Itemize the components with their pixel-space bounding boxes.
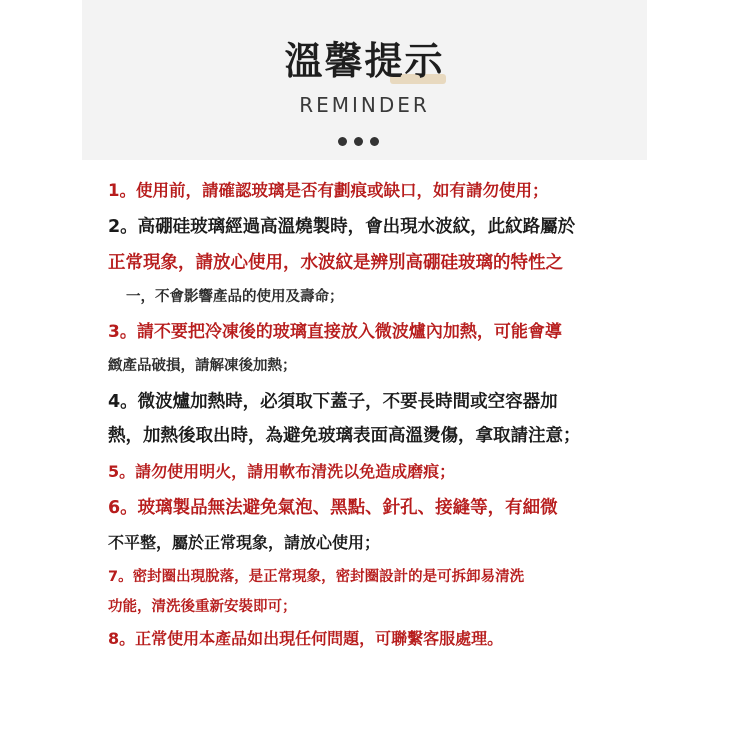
- reminder-line-4: 一，不會影響產品的使用及壽命；: [126, 289, 344, 305]
- decorative-dots: [338, 137, 379, 147]
- reminder-line-14: 8。正常使用本產品如出現任何問題，可聯繫客服處理。: [108, 629, 504, 648]
- reminder-line-6: 緻產品破損，請解凍後加熱；: [108, 358, 297, 374]
- reminder-line-1: 1。使用前，請確認玻璃是否有劃痕或缺口，如有請勿使用；: [108, 181, 549, 200]
- reminder-line-3: 正常現象，請放心使用，水波紋是辨別高硼硅玻璃的特性之: [108, 253, 563, 273]
- reminder-line-5: 3。請不要把冷凍後的玻璃直接放入微波爐內加熱，可能會導: [108, 322, 562, 342]
- reminder-line-8: 熱，加熱後取出時，為避免玻璃表面高溫燙傷，拿取請注意；: [108, 426, 581, 446]
- reminder-line-2: 2。高硼硅玻璃經過高溫燒製時，會出現水波紋，此紋路屬於: [108, 217, 576, 237]
- dot-icon: [338, 137, 347, 146]
- page-subtitle: REMINDER: [299, 93, 430, 117]
- reminder-line-12: 7。密封圈出現脫落，是正常現象，密封圈設計的是可拆卸易清洗: [108, 569, 525, 585]
- dot-icon: [370, 137, 379, 146]
- dot-icon: [354, 137, 363, 146]
- page-title: 溫馨提示: [284, 39, 445, 83]
- reminder-line-13: 功能，清洗後重新安裝即可；: [108, 599, 297, 615]
- reminder-line-10: 6。玻璃製品無法避免氣泡、黑點、針孔、接縫等，有細微: [108, 498, 558, 518]
- reminder-line-11: 不平整，屬於正常現象，請放心使用；: [108, 533, 381, 552]
- reminder-line-9: 5。請勿使用明火，請用軟布清洗以免造成磨痕；: [108, 462, 456, 481]
- reminder-line-7: 4。微波爐加熱時，必須取下蓋子，不要長時間或空容器加: [108, 392, 558, 412]
